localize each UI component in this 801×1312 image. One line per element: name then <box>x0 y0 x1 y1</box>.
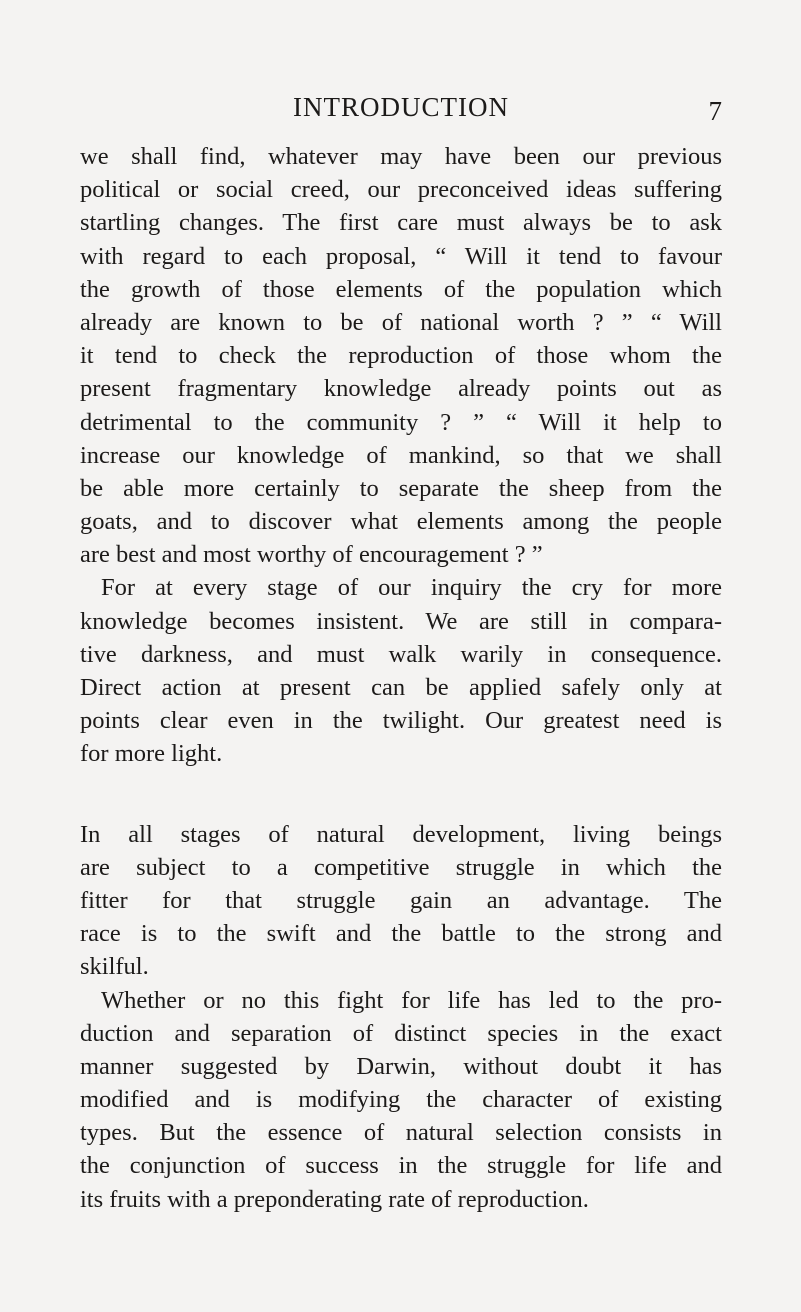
paragraph-4 <box>80 984 722 1216</box>
text-line: are best and most worthy of encouragement ? ” <box>80 541 543 569</box>
text-line: the conjunction of success in the struggle for life and <box>80 1152 722 1180</box>
section-break <box>80 771 722 818</box>
text-line: manner suggested by Darwin, without doubt it has <box>80 1052 722 1080</box>
text-line: are subject to a competitive struggle in which the <box>80 853 722 881</box>
text-line: knowledge becomes insistent. We are still in compara- <box>80 607 722 635</box>
text-line: In all stages of natural development, living beings <box>80 820 722 848</box>
text-line: be able more certainly to separate the sheep from the <box>80 474 722 502</box>
text-line: goats, and to discover what elements among the people <box>80 508 722 536</box>
text-line: present fragmentary knowledge already points out as <box>80 375 722 403</box>
text-line: skilful. <box>80 953 149 981</box>
text-line: the growth of those elements of the population which <box>80 275 722 303</box>
text-line: Direct action at present can be applied safely only at <box>80 674 722 701</box>
paragraph-1 <box>80 140 722 571</box>
text-line: for more light. <box>80 740 223 768</box>
page-number: 7 <box>708 96 722 126</box>
text-line: points clear even in the twilight. Our greatest need is <box>80 707 722 735</box>
text-line: detrimental to the community ? ” “ Will it help to <box>80 408 722 436</box>
text-line: its fruits with a preponderating rate of reproduction. <box>80 1185 589 1213</box>
text-line: tive darkness, and must walk warily in consequence. <box>80 640 722 668</box>
running-title: INTRODUCTION <box>293 92 509 122</box>
text-line: types. But the essence of natural selection consists in <box>80 1119 722 1147</box>
paragraph-3 <box>80 818 722 984</box>
text-line: we shall find, whatever may have been our previous <box>80 143 722 170</box>
text-line: increase our knowledge of mankind, so that we shall <box>80 441 722 469</box>
running-head <box>80 92 722 132</box>
body-text <box>80 140 722 1216</box>
text-line: duction and separation of distinct species in the exact <box>80 1019 722 1047</box>
text-line: modified and is modifying the character of existing <box>80 1086 722 1114</box>
text-line: fitter for that struggle gain an advantage. The <box>80 886 722 914</box>
text-line: For at every stage of our inquiry the cry for more <box>101 574 722 602</box>
text-line: startling changes. The first care must always be to ask <box>80 209 722 237</box>
text-line: Whether or no this fight for life has led to the pro- <box>101 986 722 1014</box>
text-line: political or social creed, our preconceived ideas suffering <box>80 176 722 204</box>
paragraph-2 <box>80 571 722 770</box>
text-line: race is to the swift and the battle to the strong and <box>80 920 722 948</box>
text-line: with regard to each proposal, “ Will it tend to favour <box>80 242 722 270</box>
text-line: it tend to check the reproduction of those whom the <box>80 342 722 370</box>
text-line: already are known to be of national worth ? ” “ Will <box>80 308 722 336</box>
